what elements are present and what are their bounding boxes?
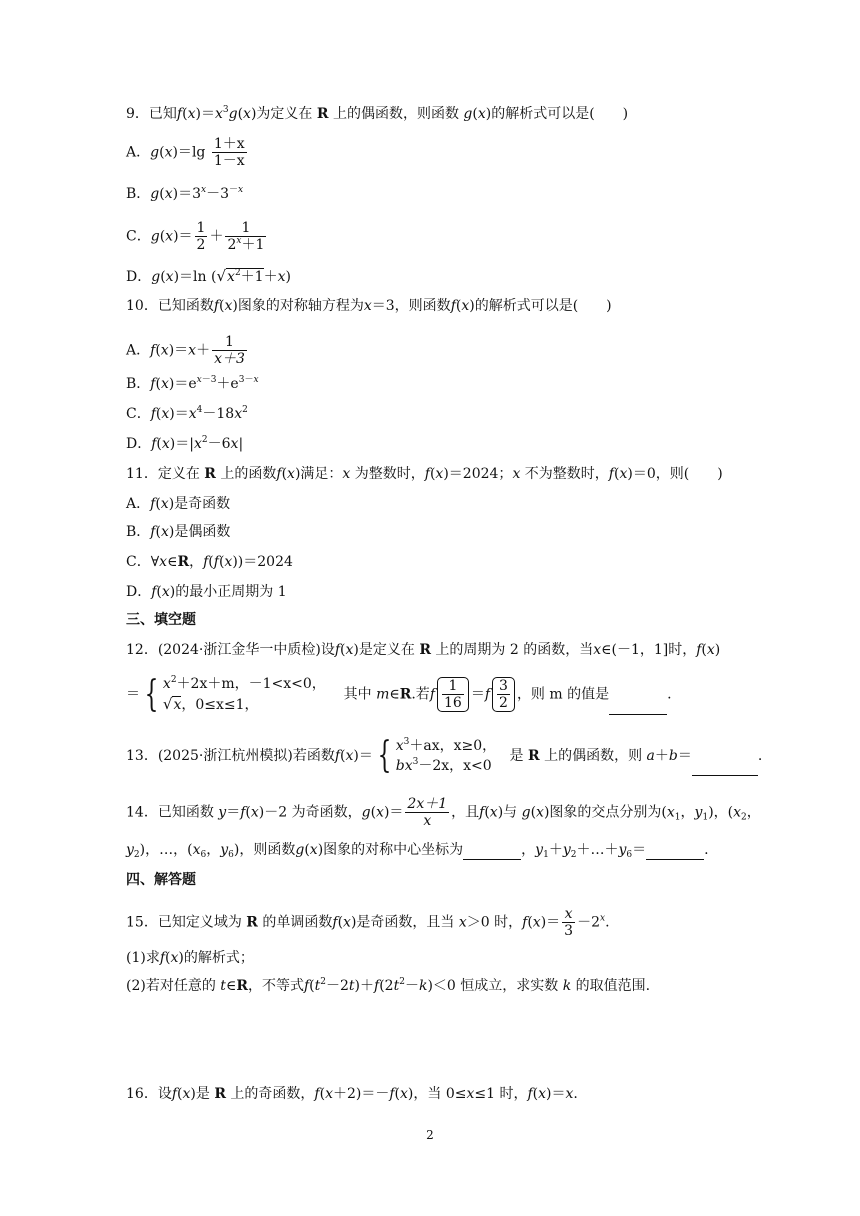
q9-option-b: B．$g(x)=3^x-3^{-x}$ — [126, 185, 244, 202]
q11-option-c: C．∀x∈R，f(f(x))＝2024 — [126, 554, 293, 570]
section-heading-fill-in: 三、填空题 — [126, 612, 196, 628]
q15-sub1: (1)求f(x)的解析式； — [126, 950, 254, 966]
q10-option-d: D．$f(x)=|x^2-6x|$ — [126, 435, 244, 452]
q9-stem: 9．已知$f(x)=x^3g(x)$为定义在 R 上的偶函数，则函数 g(x)的解析式可以是( ) — [126, 105, 629, 122]
q13-stem: 13．(2025·浙江杭州模拟)若函数f(x)＝ { $x^3+ax$，x≥0， $bx^3-2x$，x<0 是 R 上的偶函数，则 a＋b＝ . — [126, 735, 763, 776]
q12-piecewise: ＝ { $x^2+2x+m$，－1<x<0， √x，0≤x≤1， 其中 m∈R.若f $\frac{1}{16}$ ＝f $\frac{3}{2}$ ，则 m 的值是 . — [126, 673, 672, 715]
page-number: 2 — [426, 1128, 434, 1142]
section-heading-answer: 四、解答题 — [126, 872, 196, 888]
q10-option-c: C．$f(x)=x^4-18x^2$ — [126, 405, 248, 422]
answer-blank — [463, 845, 521, 860]
q11-option-a: A．f(x)是奇函数 — [126, 496, 231, 512]
q11-stem: 11．定义在 R 上的函数f(x)满足：x 为整数时，f(x)＝2024；x 不为整数时，f(x)＝0，则( ) — [126, 466, 723, 482]
answer-blank — [609, 700, 667, 715]
q9-option-a: A．g(x)＝lg $\frac{1+x}{1-x}$ — [126, 136, 245, 169]
fraction: $\frac{1+x}{1-x}$ — [213, 136, 245, 169]
q9-option-d: D．g(x)＝ln $(√x^2+1+x)$ — [126, 267, 291, 285]
q15-stem: 15．已知定义域为 R 的单调函数f(x)是奇函数，且当 x＞0 时，f(x)＝ $\frac{x}{3}$ $-2^x$. — [126, 906, 610, 939]
q10-option-a: A．f(x)＝x＋ $\frac{1}{x+3}$ — [126, 334, 245, 367]
q14-stem: 14．已知函数 y＝f(x)－2 为奇函数，g(x)＝ $\frac{2x+1}{x}$ ，且f(x)与 g(x)图象的交点分别为($x_1$，$y_1$)，($x_2$， — [126, 796, 761, 829]
q10-option-b: B．$f(x)=e^{x-3}+e^{3-x}$ — [126, 375, 259, 392]
q10-stem: 10．已知函数f(x)图象的对称轴方程为x＝3，则函数f(x)的解析式可以是( ) — [126, 298, 612, 314]
answer-blank — [692, 761, 758, 776]
q15-sub2: (2)若对任意的 t∈R，不等式$f(t^2-2t)+f(2t^2-k)<0$ 恒成立，求实数 k 的取值范围. — [126, 977, 651, 994]
q11-option-d: D．f(x)的最小正周期为 1 — [126, 584, 287, 600]
q12-stem: 12．(2024·浙江金华一中质检)设f(x)是定义在 R 上的周期为 2 的函数，当x∈(－1，1]时，f(x) — [126, 642, 721, 658]
q9-option-c: C．g(x)＝ $\frac{1}{2}$ ＋ $\frac{1}{2^x+1}$ — [126, 220, 265, 253]
q11-option-b: B．f(x)是偶函数 — [126, 524, 231, 540]
answer-blank — [646, 845, 704, 860]
q16-stem: 16．设f(x)是 R 上的奇函数，f(x＋2)＝－f(x)，当 0≤x≤1 时，f(x)＝x. — [126, 1086, 578, 1102]
q14-line2: $y_2$)，…，($x_6$，$y_6$)，则函数g(x)图象的对称中心坐标为 ，$y_1+y_2+\dots+y_6=$ . — [126, 842, 709, 860]
